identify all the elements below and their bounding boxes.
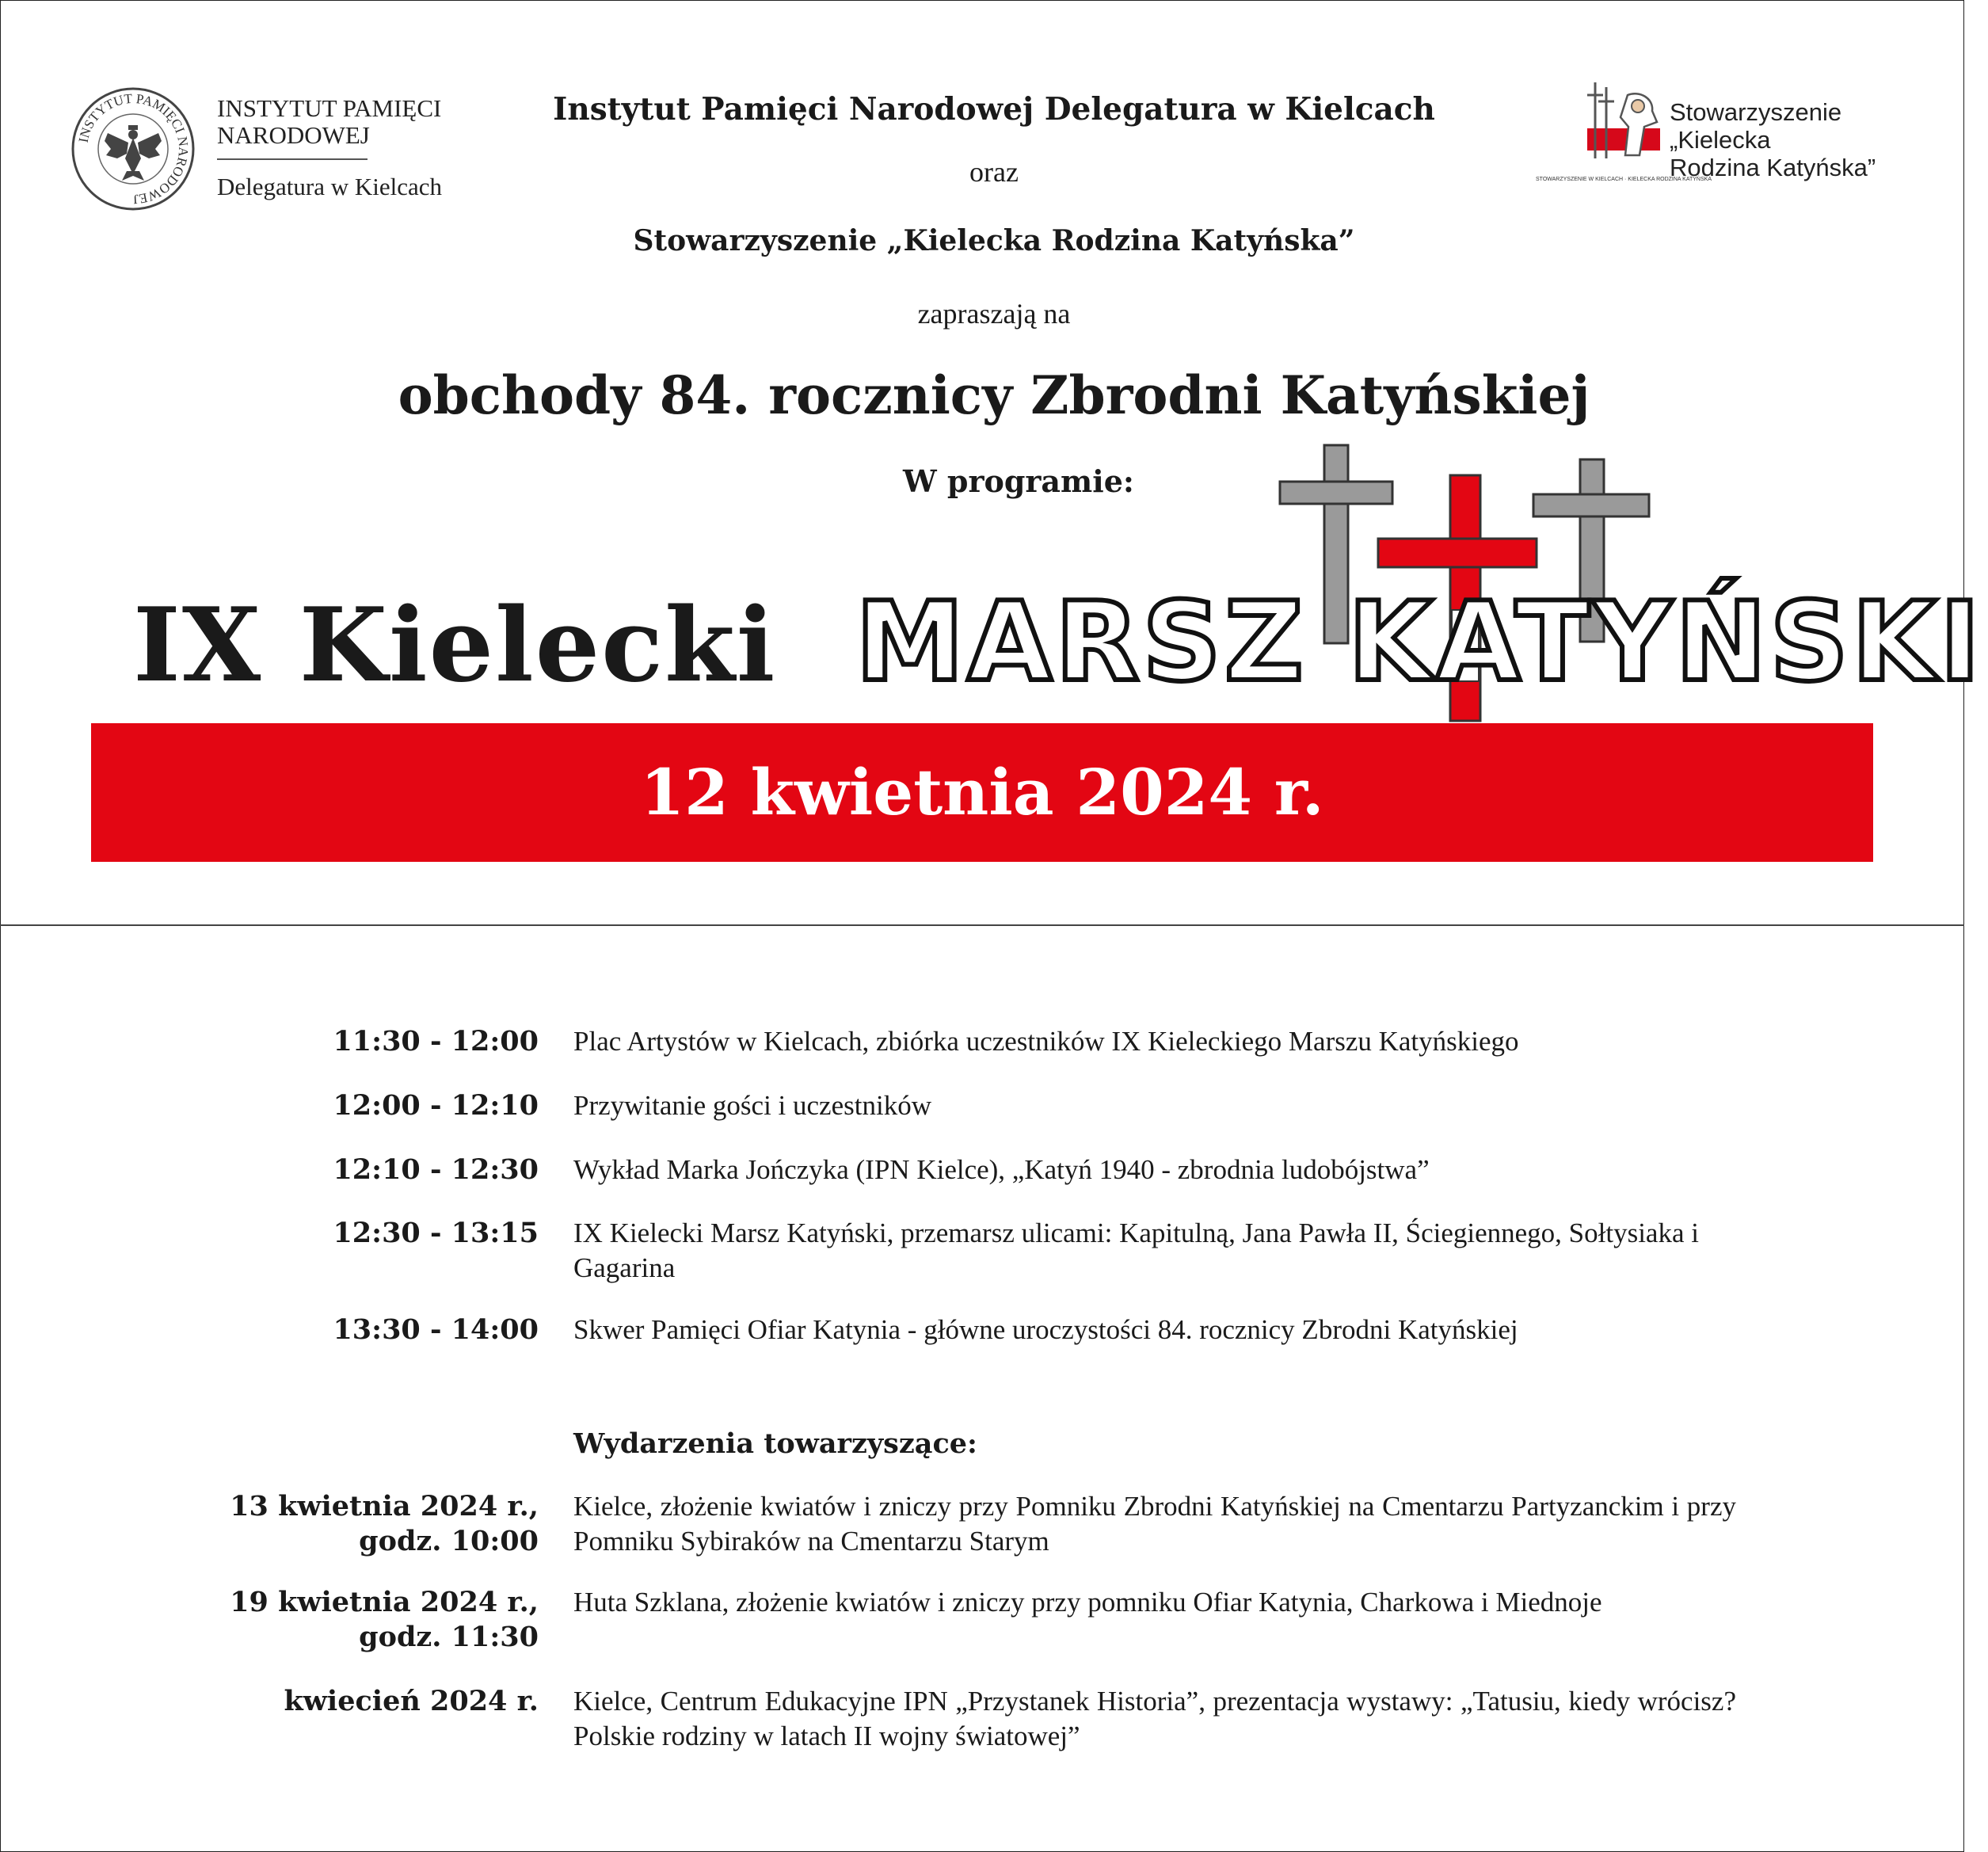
marsz-katynski-text: MARSZ KATYŃSKI	[855, 578, 1984, 706]
schedule-time: 12:30 - 13:15	[333, 1217, 539, 1249]
side-event-date-line2: godz. 11:30	[359, 1621, 539, 1653]
schedule-desc: Przywitanie gości i uczestników	[573, 1090, 931, 1121]
side-event-date	[230, 1585, 539, 1655]
ipn-line1: INSTYTUT PAMIĘCI	[217, 94, 442, 122]
title-prefix: IX Kielecki	[133, 586, 777, 705]
schedule-desc: Wykład Marka Jończyka (IPN Kielce), „Katyń 1940 - zbrodnia ludobójstwa”	[573, 1154, 1430, 1185]
ipn-line2: NARODOWEJ	[217, 121, 370, 149]
krk-line2: „Kielecka	[1670, 126, 1771, 154]
program-label: W programie:	[903, 463, 1134, 499]
schedule-time: 12:10 - 12:30	[333, 1153, 539, 1186]
side-event-date-line1: 13 kwietnia 2024 r.,	[230, 1490, 539, 1522]
ipn-delegatura: Delegatura w Kielcach	[217, 173, 443, 200]
emblem-text: STOWARZYSZENIE W KIELCACH · KIELECKA RODZINA KATYŃSKA	[1536, 177, 1712, 182]
organizer-krk: Stowarzyszenie „Kielecka Rodzina Katyńska”	[633, 224, 1355, 257]
side-event-date	[230, 1489, 539, 1559]
schedule-desc: IX Kielecki Marsz Katyński, przemarsz ulicami: Kapitulną, Jana Pawła II, Ściegiennego, Sołtysiaka i Gagarina	[573, 1218, 1699, 1283]
headline: obchody 84. rocznicy Zbrodni Katyńskiej	[398, 364, 1590, 426]
marsz-katynski-logo	[840, 428, 1984, 729]
side-event-date	[284, 1684, 539, 1719]
conjunction: oraz	[969, 156, 1019, 188]
side-event-desc: Huta Szklana, złożenie kwiatów i zniczy przy pomniku Ofiar Katynia, Charkowa i Miednoje	[573, 1587, 1602, 1618]
side-event-date-line2: godz. 10:00	[359, 1525, 539, 1557]
schedule-time: 11:30 - 12:00	[333, 1025, 539, 1057]
schedule-time: 13:30 - 14:00	[333, 1313, 539, 1346]
side-event-desc: Kielce, Centrum Edukacyjne IPN „Przystanek Historia”, prezentacja wystawy: „Tatusiu, kiedy wrócisz? Polskie rodziny w latach II wojny światowej”	[573, 1686, 1736, 1751]
side-events-header: Wydarzenia towarzyszące:	[573, 1427, 977, 1460]
krk-line1: Stowarzyszenie	[1670, 98, 1842, 126]
side-event-date-line1: 19 kwietnia 2024 r.,	[230, 1586, 539, 1618]
invite-text: zapraszają na	[917, 298, 1071, 330]
side-event-desc: Kielce, złożenie kwiatów i zniczy przy Pomniku Zbrodni Katyńskiej na Cmentarzu Partyzanckim i przy Pomniku Sybiraków na Cmentarzu Starym	[573, 1491, 1736, 1557]
schedule-desc: Skwer Pamięci Ofiar Katynia - główne uroczystości 84. rocznicy Zbrodni Katyńskiej	[573, 1314, 1518, 1345]
event-date: 12 kwietnia 2024 r.	[640, 755, 1324, 829]
section-divider	[0, 924, 1964, 926]
krk-line3: Rodzina Katyńska”	[1670, 154, 1876, 181]
schedule-time: 12:00 - 12:10	[333, 1089, 539, 1122]
date-band	[91, 723, 1873, 862]
schedule-desc: Plac Artystów w Kielcach, zbiórka uczestników IX Kieleckiego Marszu Katyńskiego	[573, 1026, 1519, 1057]
ipn-seal-text: INSTYTUT PAMIĘCI NARODOWEJ	[75, 90, 192, 208]
side-event-date-line1: kwiecień 2024 r.	[284, 1685, 539, 1717]
organizer-ipn: Instytut Pamięci Narodowej Delegatura w Kielcach	[553, 91, 1435, 128]
